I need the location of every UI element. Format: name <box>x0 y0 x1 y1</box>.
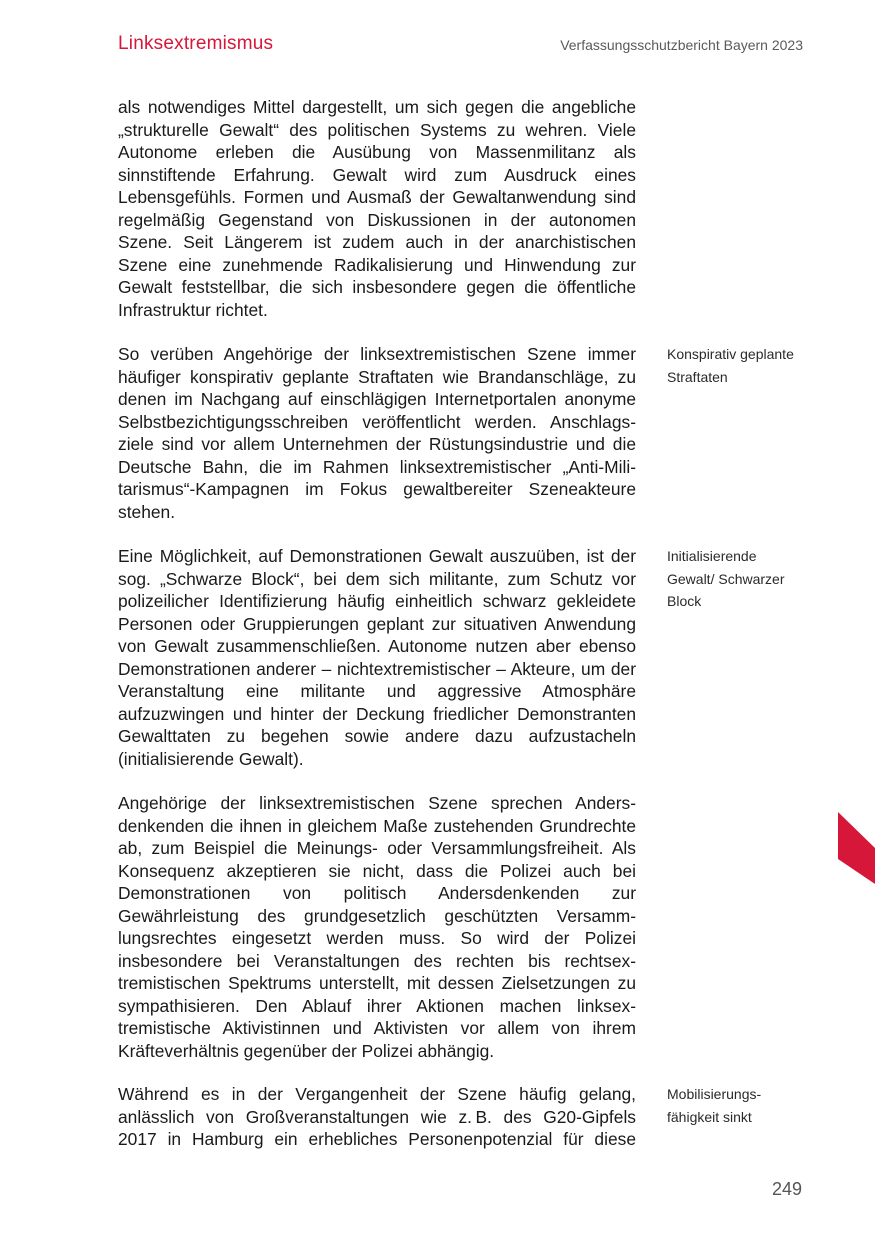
margin-note-schwarzer-block: Initialisierende Gewalt/ Schwarzer Block <box>667 548 785 609</box>
paragraph-5: Während es in der Vergangenheit der Szene häufig gelang, anlässlich von Großveranstaltungen wie z. B. des G20-Gipfels 2017 in Hamburg ein erhebliches Personenpotenzial für diese <box>118 1084 636 1149</box>
chapter-tab-marker <box>838 812 875 884</box>
margin-note-mobilisierung: Mobilisierungs- fähigkeit sinkt <box>667 1086 762 1125</box>
margin-note-konspirativ: Konspirativ geplante Straftaten <box>667 346 794 385</box>
chapter-tab-shape <box>838 812 875 884</box>
publication-title: Verfassungsschutzbericht Bayern 2023 <box>560 37 803 53</box>
paragraph-2: So verüben Angehörige der linksextremistischen Szene immer häufiger konspirativ geplante Straftaten wie Brandanschläge, zu denen im Nachgang auf einschlägigen Internetportalen anonyme Selbstbezichtigungsschreiben veröffentlicht werden. Anschlagsziele sind vor allem Unternehmen der Rüstungsindustrie und die Deutsche Bahn, die im Rahmen linksextremistischer „Anti-Militarismus“-Kampagnen im Fokus gewaltbereiter Szeneakteure stehen. <box>118 344 636 522</box>
paragraph-4: Angehörige der linksextremistischen Szene sprechen Andersdenkenden die ihnen in gleichem Maße zustehenden Grundrechte ab, zum Beispiel die Meinungs- oder Versammlungsfreiheit. Als Konsequenz akzeptieren sie nicht, dass die Polizei auch bei Demonstrationen von politisch Andersdenkenden zur Gewährleistung des grundgesetzlich geschützten Versammlungsrechtes eingesetzt werden muss. So wird der Polizei insbesondere bei Veranstaltungen des rechten bis rechtsextremistischen Spektrums unterstellt, mit dessen Zielsetzungen zu sympathisieren. Den Ablauf ihrer Aktionen machen linksextremistische Aktivistinnen und Aktivisten vor allem von ihrem Kräfteverhältnis gegenüber der Polizei abhängig. <box>118 793 636 1061</box>
page-number: 249 <box>771 1179 802 1199</box>
paragraph-1: als notwendiges Mittel dargestellt, um sich gegen die angebliche „strukturelle Gewalt“ des politischen Systems zu wehren. Viele Autonome erleben die Ausübung von Massenmilitanz als sinnstiftende Erfahrung. Gewalt wird zum Ausdruck eines Lebensgefühls. Formen und Ausmaß der Gewaltanwendung sind regelmäßig Gegenstand von Diskussionen in der autonomen Szene. Seit Längerem ist zudem auch in der anarchistischen Szene eine zunehmende Radikalisierung und Hinwendung zur Gewalt feststellbar, die sich insbesondere gegen die öffentliche Infrastruktur richtet. <box>118 97 636 320</box>
section-title: Linksextremismus <box>118 33 274 54</box>
paragraph-3: Eine Möglichkeit, auf Demonstrationen Gewalt auszuüben, ist der sog. „Schwarze Block“, bei dem sich militante, zum Schutz vor polizeilicher Identifizierung häufig einheitlich schwarz gekleidete Personen oder Gruppierungen geplant zur situativen Anwendung von Gewalt zusammenschließen. Autonome nutzen aber ebenso Demonstrationen anderer – nichtextremistischer – Akteure, um der Veranstaltung eine militante und aggressive Atmosphäre aufzuzwingen und hinter der Deckung friedlicher Demonstranten Gewalttaten zu begehen sowie andere dazu aufzustacheln (initialisierende Gewalt). <box>118 546 636 769</box>
